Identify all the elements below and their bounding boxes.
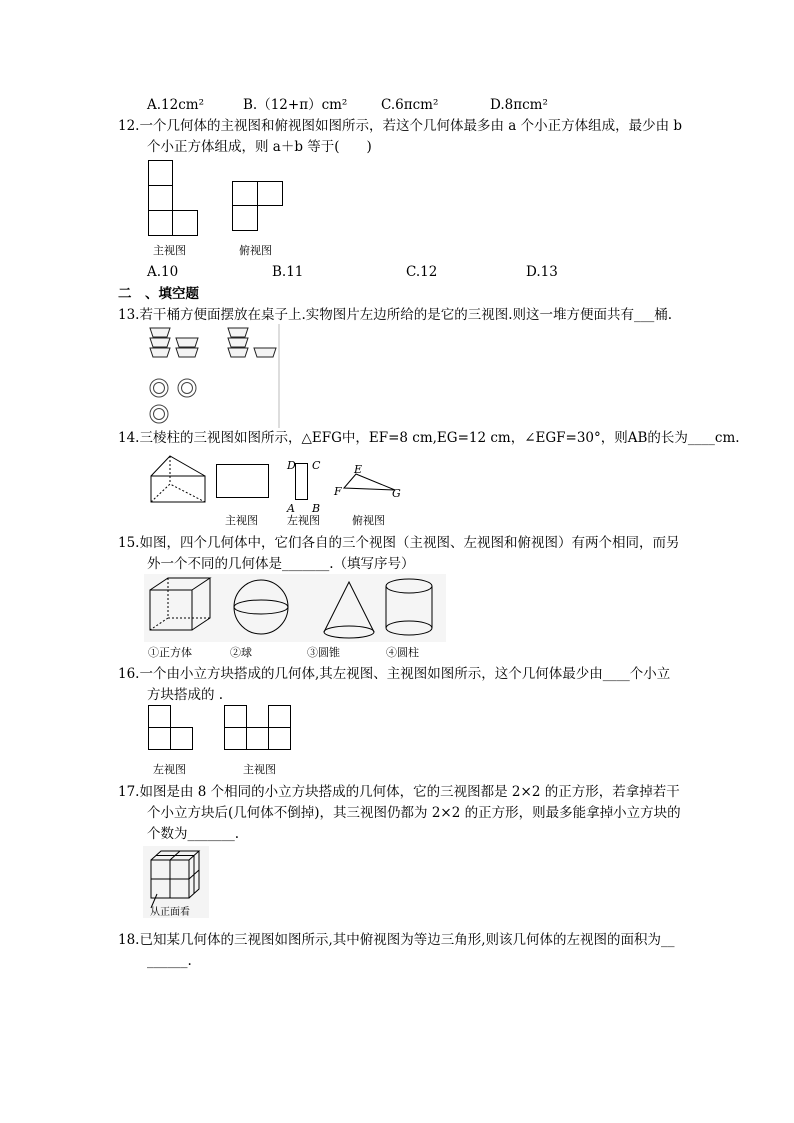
q17-view-direction-label: 从正面看: [150, 907, 190, 918]
q17-text-line2: 个小立方块后(几何体不倒掉)，其三视图仍都为 2×2 的正方形，则最多能拿掉小立方块的: [147, 805, 681, 821]
q16-left-view-figure: [148, 705, 196, 751]
q15-label-cylinder: ④圆柱: [386, 646, 419, 659]
q14-left-view-figure: [295, 463, 309, 501]
q12-option-d: D.13: [526, 264, 558, 280]
q18-text-line1: 18.已知某几何体的三视图如图所示,其中俯视图为等边三角形,则该几何体的左视图的面积为__: [118, 932, 675, 948]
q16-text-line1: 16.一个由小立方块搭成的几何体,其左视图、主视图如图所示，这个几何体最少由____个小立: [118, 666, 671, 682]
q16-left-view-label: 左视图: [153, 763, 186, 776]
q14-front-view-label: 主视图: [225, 514, 258, 527]
q13-noodle-bowls-figure: [144, 324, 282, 428]
q12-text-line1: 12.一个几何体的主视图和俯视图如图所示，若这个几何体最多由 a 个小正方体组成，最少由 b: [118, 118, 683, 134]
section-title-fill-in: 二 、填空题: [118, 286, 199, 302]
q14-point-b: B: [312, 502, 321, 515]
q14-left-view-label: 左视图: [287, 514, 320, 527]
q15-text-line2: 外一个不同的几何体是_______.（填写序号）: [147, 556, 415, 572]
q14-point-e: E: [354, 463, 363, 476]
q14-top-view-triangle-figure: [340, 460, 400, 494]
q14-front-view-figure: [216, 464, 270, 500]
q12-option-b: B.11: [272, 264, 304, 280]
q15-text-line1: 15.如图，四个几何体中，它们各自的三个视图（主视图、左视图和俯视图）有两个相同，而另: [118, 535, 680, 551]
q12-front-view-figure: [148, 160, 200, 238]
q18-text-line2: ______.: [147, 953, 192, 969]
q16-text-line2: 方块搭成的 .: [147, 687, 224, 703]
q11-option-c: C.6πcm²: [381, 97, 439, 113]
q11-option-d: D.8πcm²: [490, 97, 548, 113]
q14-point-g: G: [392, 487, 401, 500]
q15-label-sphere: ②球: [230, 646, 252, 659]
q16-front-view-label: 主视图: [243, 763, 276, 776]
q15-solids-figure: [144, 574, 446, 642]
q17-text-line3: 个数为_______.: [147, 826, 240, 842]
q11-option-b: B.（12+π）cm²: [243, 97, 348, 113]
q14-point-a: A: [287, 502, 295, 515]
q14-text: 14.三棱柱的三视图如图所示，△EFG中，EF=8 cm,EG=12 cm，∠EGF=30°，则AB的长为____cm.: [118, 430, 740, 446]
q11-option-a: A.12cm²: [147, 97, 204, 113]
q12-option-c: C.12: [406, 264, 438, 280]
q12-top-view-label: 俯视图: [239, 244, 272, 257]
q16-front-view-figure: [224, 705, 294, 751]
q15-label-cube: ①正方体: [148, 646, 192, 659]
q14-point-d: D: [287, 459, 296, 472]
q14-top-view-label: 俯视图: [352, 514, 385, 527]
q14-point-c: C: [312, 459, 321, 472]
q13-text: 13.若干桶方便面摆放在桌子上.实物图片左边所给的是它的三视图.则这一堆方便面共有___桶.: [118, 307, 673, 323]
q14-point-f: F: [334, 485, 342, 498]
q12-text-line2: 个小正方体组成，则 a＋b 等于( ): [147, 139, 372, 155]
q12-front-view-label: 主视图: [153, 244, 186, 257]
q15-label-cone: ③圆锥: [307, 646, 340, 659]
q17-text-line1: 17.如图是由 8 个相同的小立方块搭成的几何体，它的三视图都是 2×2 的正方形，若拿掉若干: [118, 784, 680, 800]
q12-top-view-figure: [232, 181, 284, 233]
q12-option-a: A.10: [147, 264, 179, 280]
q14-prism-solid-figure: [148, 450, 208, 506]
